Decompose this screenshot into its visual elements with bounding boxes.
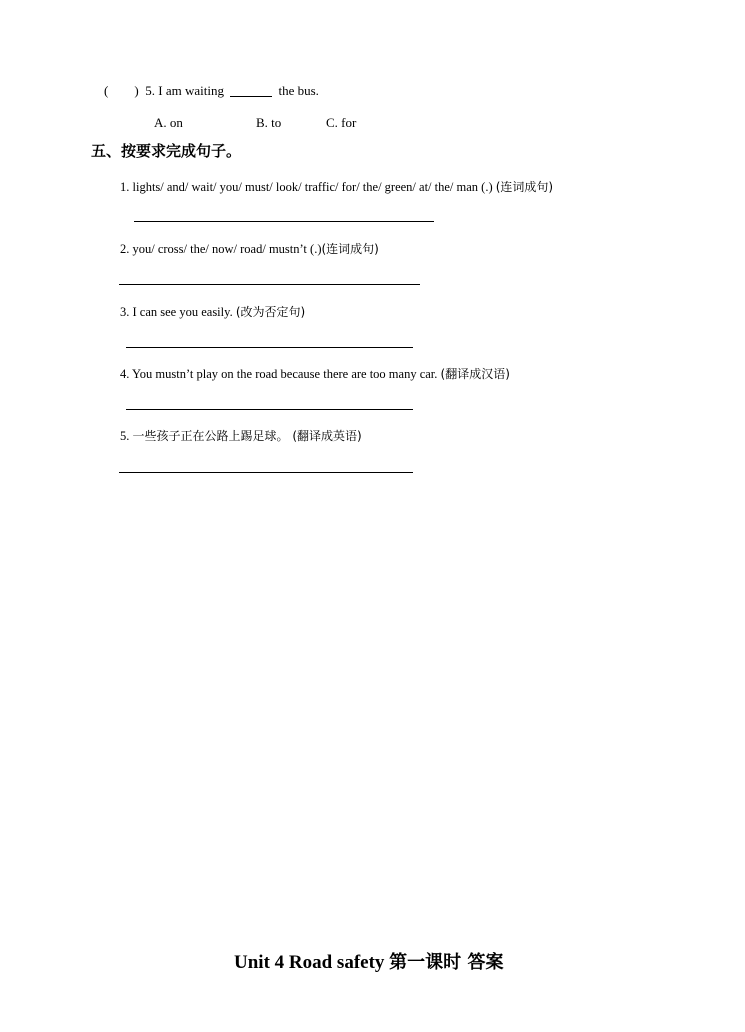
item-instruction: (翻译成汉语) xyxy=(440,367,510,381)
answer-key-title-cn: 第一课时 答案 xyxy=(389,952,504,973)
answer-line-5[interactable] xyxy=(119,472,413,473)
item-text: 4. You mustn’t play on the road because there are too many car. xyxy=(120,367,441,381)
answer-line-4[interactable] xyxy=(126,409,413,410)
item-instruction: (连词成句) xyxy=(495,180,554,194)
item-instruction: (连词成句) xyxy=(321,242,379,256)
exercise-item-1 xyxy=(120,178,553,195)
fill-blank[interactable] xyxy=(230,84,272,97)
question-5-text-after: the bus. xyxy=(278,83,319,98)
exercise-item-5 xyxy=(120,427,362,444)
answer-line-1[interactable] xyxy=(134,221,434,222)
answer-key-title xyxy=(234,948,503,974)
item-text: 5. xyxy=(120,429,133,443)
exercise-item-2 xyxy=(120,240,379,257)
option-b: B. to xyxy=(256,115,282,130)
answer-line-3[interactable] xyxy=(126,347,413,348)
question-5 xyxy=(104,83,319,99)
item-text: 1. lights/ and/ wait/ you/ must/ look/ traffic/ for/ the/ green/ at/ the/ man (.) xyxy=(120,180,496,194)
item-text: 3. I can see you easily. xyxy=(120,305,236,319)
answer-line-2[interactable] xyxy=(119,284,420,285)
option-a: A. on xyxy=(154,115,183,130)
item-text: 2. you/ cross/ the/ now/ road/ mustn’t (.) xyxy=(120,242,322,256)
answer-paren: ( ) xyxy=(104,83,139,98)
item-instruction: (改为否定句) xyxy=(235,305,306,319)
section-title: 五、按要求完成句子。 xyxy=(91,142,242,160)
answer-key-title-en: Unit 4 Road safety xyxy=(234,952,390,973)
option-c: C. for xyxy=(326,115,357,130)
exercise-item-4 xyxy=(120,365,510,382)
question-5-text-before: 5. I am waiting xyxy=(145,83,224,98)
exercise-item-3 xyxy=(120,303,305,320)
item-instruction: 一些孩子正在公路上踢足球。 (翻译成英语) xyxy=(132,429,362,443)
